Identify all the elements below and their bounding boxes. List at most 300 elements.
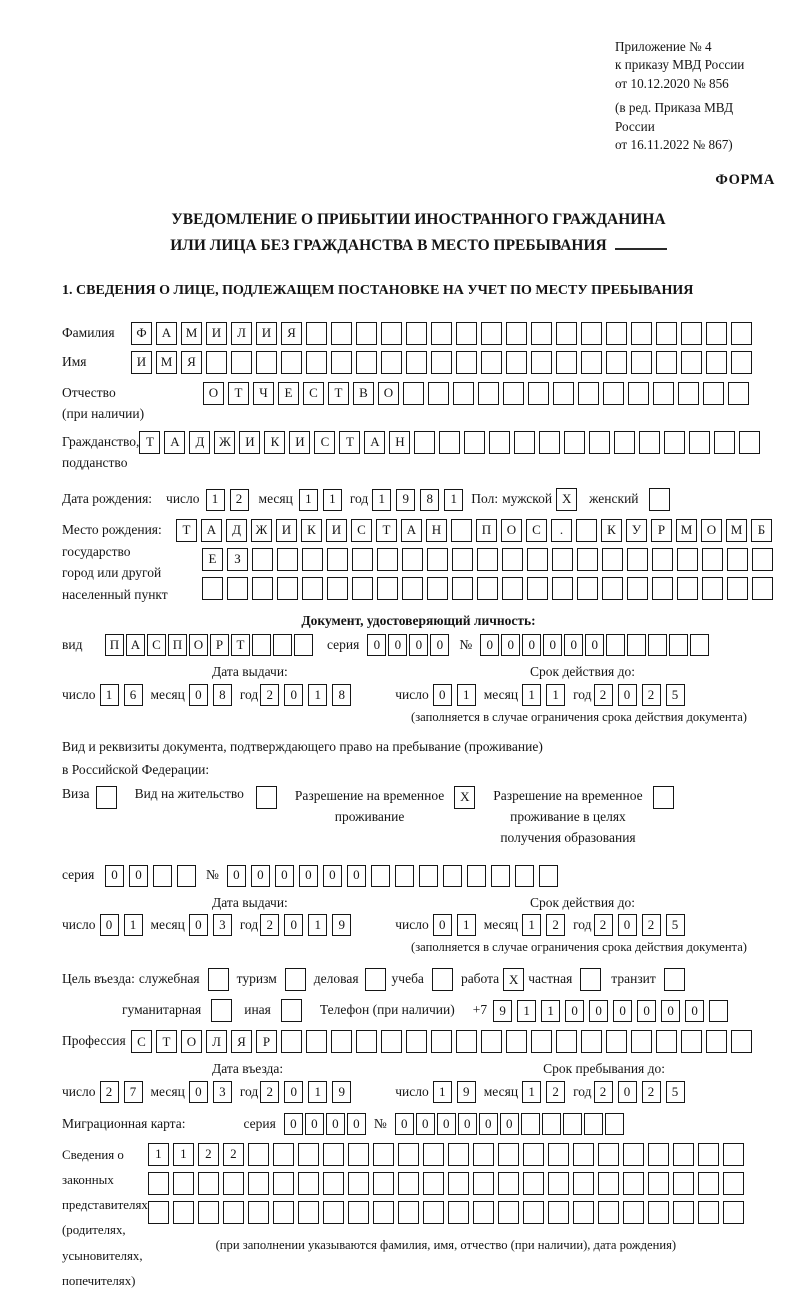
char-box[interactable]	[731, 322, 752, 345]
char-box[interactable]	[323, 1172, 344, 1195]
char-box[interactable]	[453, 382, 474, 405]
char-box[interactable]	[648, 634, 667, 656]
char-box[interactable]	[706, 322, 727, 345]
char-box[interactable]: Е	[278, 382, 299, 405]
char-box[interactable]	[481, 351, 502, 374]
char-box[interactable]	[523, 1201, 544, 1224]
char-box[interactable]	[395, 865, 414, 887]
char-box[interactable]: И	[326, 519, 347, 542]
char-box[interactable]	[302, 577, 323, 600]
char-box[interactable]	[256, 351, 277, 374]
char-box[interactable]: А	[364, 431, 385, 454]
char-box[interactable]: 0	[395, 1113, 414, 1135]
char-box[interactable]: 1	[206, 489, 225, 511]
char-box[interactable]	[381, 1030, 402, 1053]
char-box[interactable]	[531, 1030, 552, 1053]
char-box[interactable]	[673, 1143, 694, 1166]
char-box[interactable]	[398, 1143, 419, 1166]
char-box[interactable]	[302, 548, 323, 571]
char-box[interactable]: 1	[433, 1081, 452, 1103]
char-box[interactable]	[598, 1143, 619, 1166]
char-box[interactable]	[677, 577, 698, 600]
char-box[interactable]	[639, 431, 660, 454]
char-box[interactable]: О	[189, 634, 208, 656]
char-box[interactable]	[202, 577, 223, 600]
char-box[interactable]: 1	[541, 1000, 560, 1022]
char-box[interactable]	[521, 1113, 540, 1135]
char-box[interactable]	[377, 577, 398, 600]
char-box[interactable]	[623, 1143, 644, 1166]
char-box[interactable]: 0	[275, 865, 294, 887]
char-box[interactable]: О	[501, 519, 522, 542]
char-box[interactable]: 1	[100, 684, 119, 706]
char-box[interactable]	[502, 548, 523, 571]
char-box[interactable]	[356, 1030, 377, 1053]
char-box[interactable]: О	[378, 382, 399, 405]
char-box[interactable]: Т	[228, 382, 249, 405]
char-box[interactable]: 2	[100, 1081, 119, 1103]
purpose-other-checkbox[interactable]	[281, 999, 302, 1022]
char-box[interactable]	[573, 1201, 594, 1224]
char-box[interactable]: 0	[323, 865, 342, 887]
char-box[interactable]: 0	[543, 634, 562, 656]
char-box[interactable]: А	[126, 634, 145, 656]
char-box[interactable]	[602, 548, 623, 571]
char-box[interactable]: 1	[308, 914, 327, 936]
char-box[interactable]: Я	[181, 351, 202, 374]
char-box[interactable]	[652, 577, 673, 600]
char-box[interactable]	[148, 1172, 169, 1195]
char-box[interactable]	[631, 351, 652, 374]
char-box[interactable]	[564, 431, 585, 454]
char-box[interactable]	[273, 1172, 294, 1195]
char-box[interactable]: .	[551, 519, 572, 542]
char-box[interactable]	[398, 1201, 419, 1224]
char-box[interactable]	[498, 1172, 519, 1195]
char-box[interactable]	[456, 322, 477, 345]
char-box[interactable]	[419, 865, 438, 887]
char-box[interactable]: 0	[433, 684, 452, 706]
char-box[interactable]	[752, 548, 773, 571]
char-box[interactable]	[703, 382, 724, 405]
char-box[interactable]	[252, 634, 271, 656]
char-box[interactable]: 1	[124, 914, 143, 936]
char-box[interactable]	[556, 1030, 577, 1053]
char-box[interactable]	[352, 577, 373, 600]
char-box[interactable]	[527, 577, 548, 600]
char-box[interactable]	[731, 351, 752, 374]
char-box[interactable]	[664, 431, 685, 454]
char-box[interactable]	[528, 382, 549, 405]
char-box[interactable]	[153, 865, 172, 887]
char-box[interactable]: 5	[666, 1081, 685, 1103]
char-box[interactable]: И	[289, 431, 310, 454]
char-box[interactable]	[723, 1201, 744, 1224]
char-box[interactable]	[456, 351, 477, 374]
char-box[interactable]: 1	[308, 684, 327, 706]
char-box[interactable]	[598, 1172, 619, 1195]
char-box[interactable]	[728, 382, 749, 405]
char-box[interactable]	[669, 634, 688, 656]
char-box[interactable]: 0	[284, 684, 303, 706]
char-box[interactable]	[598, 1201, 619, 1224]
char-box[interactable]	[727, 548, 748, 571]
char-box[interactable]	[556, 351, 577, 374]
char-box[interactable]	[248, 1172, 269, 1195]
char-box[interactable]: 2	[230, 489, 249, 511]
char-box[interactable]	[298, 1172, 319, 1195]
char-box[interactable]	[514, 431, 535, 454]
char-box[interactable]	[614, 431, 635, 454]
char-box[interactable]	[298, 1143, 319, 1166]
char-box[interactable]	[448, 1201, 469, 1224]
char-box[interactable]: Ж	[214, 431, 235, 454]
char-box[interactable]	[678, 382, 699, 405]
char-box[interactable]	[605, 1113, 624, 1135]
char-box[interactable]: 0	[100, 914, 119, 936]
char-box[interactable]: 9	[332, 914, 351, 936]
char-box[interactable]	[148, 1201, 169, 1224]
char-box[interactable]	[373, 1201, 394, 1224]
char-box[interactable]: 8	[420, 489, 439, 511]
char-box[interactable]: 0	[479, 1113, 498, 1135]
char-box[interactable]: И	[206, 322, 227, 345]
char-box[interactable]	[702, 548, 723, 571]
residence-permit-checkbox[interactable]	[256, 786, 277, 809]
char-box[interactable]	[581, 322, 602, 345]
char-box[interactable]: 0	[618, 684, 637, 706]
char-box[interactable]: О	[203, 382, 224, 405]
char-box[interactable]: 1	[522, 684, 541, 706]
char-box[interactable]: П	[105, 634, 124, 656]
char-box[interactable]	[448, 1143, 469, 1166]
char-box[interactable]	[556, 322, 577, 345]
char-box[interactable]: 1	[522, 914, 541, 936]
char-box[interactable]	[477, 577, 498, 600]
char-box[interactable]	[653, 382, 674, 405]
char-box[interactable]	[506, 351, 527, 374]
char-box[interactable]	[452, 577, 473, 600]
char-box[interactable]	[577, 548, 598, 571]
char-box[interactable]	[481, 1030, 502, 1053]
char-box[interactable]: 1	[323, 489, 342, 511]
char-box[interactable]: Т	[339, 431, 360, 454]
char-box[interactable]: 0	[299, 865, 318, 887]
char-box[interactable]: 0	[284, 914, 303, 936]
char-box[interactable]	[631, 1030, 652, 1053]
char-box[interactable]	[406, 1030, 427, 1053]
char-box[interactable]: 0	[618, 1081, 637, 1103]
char-box[interactable]	[503, 382, 524, 405]
char-box[interactable]: О	[701, 519, 722, 542]
char-box[interactable]	[402, 577, 423, 600]
char-box[interactable]	[298, 1201, 319, 1224]
char-box[interactable]	[698, 1201, 719, 1224]
char-box[interactable]: 2	[260, 1081, 279, 1103]
char-box[interactable]	[656, 322, 677, 345]
char-box[interactable]	[548, 1143, 569, 1166]
char-box[interactable]: О	[181, 1030, 202, 1053]
char-box[interactable]: Д	[189, 431, 210, 454]
char-box[interactable]: 1	[372, 489, 391, 511]
sex-male-checkbox[interactable]: X	[556, 488, 577, 511]
char-box[interactable]	[248, 1143, 269, 1166]
char-box[interactable]	[523, 1143, 544, 1166]
char-box[interactable]	[414, 431, 435, 454]
char-box[interactable]: 1	[299, 489, 318, 511]
char-box[interactable]	[690, 634, 709, 656]
char-box[interactable]: 0	[637, 1000, 656, 1022]
char-box[interactable]	[327, 577, 348, 600]
char-box[interactable]	[473, 1172, 494, 1195]
char-box[interactable]	[652, 548, 673, 571]
purpose-transit-checkbox[interactable]	[664, 968, 685, 991]
char-box[interactable]: Ф	[131, 322, 152, 345]
char-box[interactable]	[491, 865, 510, 887]
char-box[interactable]: Р	[651, 519, 672, 542]
char-box[interactable]	[177, 865, 196, 887]
char-box[interactable]: М	[181, 322, 202, 345]
char-box[interactable]	[573, 1172, 594, 1195]
char-box[interactable]	[294, 634, 313, 656]
purpose-commercial-checkbox[interactable]	[365, 968, 386, 991]
char-box[interactable]	[371, 865, 390, 887]
char-box[interactable]: П	[476, 519, 497, 542]
char-box[interactable]: 2	[594, 914, 613, 936]
char-box[interactable]	[673, 1201, 694, 1224]
char-box[interactable]: 0	[585, 634, 604, 656]
char-box[interactable]	[464, 431, 485, 454]
char-box[interactable]: Л	[231, 322, 252, 345]
char-box[interactable]: 3	[213, 914, 232, 936]
char-box[interactable]	[681, 351, 702, 374]
char-box[interactable]	[531, 322, 552, 345]
char-box[interactable]: 2	[198, 1143, 219, 1166]
char-box[interactable]	[553, 382, 574, 405]
char-box[interactable]	[198, 1172, 219, 1195]
char-box[interactable]	[698, 1172, 719, 1195]
char-box[interactable]	[451, 519, 472, 542]
char-box[interactable]	[306, 1030, 327, 1053]
char-box[interactable]	[406, 351, 427, 374]
char-box[interactable]	[584, 1113, 603, 1135]
char-box[interactable]	[473, 1143, 494, 1166]
char-box[interactable]: 0	[347, 865, 366, 887]
char-box[interactable]	[689, 431, 710, 454]
char-box[interactable]: 1	[457, 684, 476, 706]
char-box[interactable]: П	[168, 634, 187, 656]
char-box[interactable]	[323, 1201, 344, 1224]
char-box[interactable]: 2	[594, 684, 613, 706]
char-box[interactable]: И	[256, 322, 277, 345]
char-box[interactable]: С	[314, 431, 335, 454]
char-box[interactable]: 2	[546, 1081, 565, 1103]
char-box[interactable]: 0	[522, 634, 541, 656]
char-box[interactable]	[173, 1201, 194, 1224]
char-box[interactable]	[431, 1030, 452, 1053]
char-box[interactable]	[489, 431, 510, 454]
char-box[interactable]: 9	[332, 1081, 351, 1103]
char-box[interactable]: 7	[124, 1081, 143, 1103]
char-box[interactable]	[739, 431, 760, 454]
char-box[interactable]	[581, 1030, 602, 1053]
char-box[interactable]: С	[131, 1030, 152, 1053]
char-box[interactable]: А	[401, 519, 422, 542]
char-box[interactable]	[606, 351, 627, 374]
char-box[interactable]: 1	[517, 1000, 536, 1022]
char-box[interactable]	[548, 1172, 569, 1195]
char-box[interactable]	[627, 634, 646, 656]
purpose-humanitarian-checkbox[interactable]	[211, 999, 232, 1022]
char-box[interactable]	[373, 1143, 394, 1166]
char-box[interactable]: 0	[227, 865, 246, 887]
char-box[interactable]	[706, 351, 727, 374]
char-box[interactable]	[423, 1172, 444, 1195]
char-box[interactable]	[531, 351, 552, 374]
visa-checkbox[interactable]	[96, 786, 117, 809]
char-box[interactable]	[606, 322, 627, 345]
char-box[interactable]: 1	[522, 1081, 541, 1103]
char-box[interactable]: 3	[213, 1081, 232, 1103]
char-box[interactable]	[431, 351, 452, 374]
char-box[interactable]: 0	[613, 1000, 632, 1022]
char-box[interactable]	[252, 577, 273, 600]
char-box[interactable]	[431, 322, 452, 345]
char-box[interactable]: С	[147, 634, 166, 656]
char-box[interactable]: 0	[501, 634, 520, 656]
char-box[interactable]	[277, 577, 298, 600]
char-box[interactable]	[548, 1201, 569, 1224]
purpose-business-checkbox[interactable]	[208, 968, 229, 991]
char-box[interactable]: 0	[565, 1000, 584, 1022]
char-box[interactable]: Р	[210, 634, 229, 656]
char-box[interactable]: 2	[260, 684, 279, 706]
char-box[interactable]	[306, 351, 327, 374]
char-box[interactable]: А	[156, 322, 177, 345]
char-box[interactable]: Т	[231, 634, 250, 656]
purpose-work-checkbox[interactable]: X	[503, 968, 524, 991]
char-box[interactable]	[273, 634, 292, 656]
char-box[interactable]	[348, 1201, 369, 1224]
char-box[interactable]	[478, 382, 499, 405]
char-box[interactable]: 8	[332, 684, 351, 706]
char-box[interactable]	[331, 351, 352, 374]
char-box[interactable]: 5	[666, 684, 685, 706]
char-box[interactable]: 0	[430, 634, 449, 656]
char-box[interactable]	[356, 322, 377, 345]
char-box[interactable]	[352, 548, 373, 571]
char-box[interactable]: 0	[284, 1113, 303, 1135]
char-box[interactable]	[477, 548, 498, 571]
char-box[interactable]	[452, 548, 473, 571]
char-box[interactable]: З	[227, 548, 248, 571]
char-box[interactable]: Д	[226, 519, 247, 542]
char-box[interactable]: Ч	[253, 382, 274, 405]
char-box[interactable]	[273, 1143, 294, 1166]
char-box[interactable]: 0	[105, 865, 124, 887]
char-box[interactable]: С	[303, 382, 324, 405]
char-box[interactable]	[539, 865, 558, 887]
char-box[interactable]	[542, 1113, 561, 1135]
char-box[interactable]	[402, 548, 423, 571]
char-box[interactable]	[456, 1030, 477, 1053]
char-box[interactable]	[443, 865, 462, 887]
char-box[interactable]	[423, 1201, 444, 1224]
char-box[interactable]	[627, 577, 648, 600]
char-box[interactable]	[398, 1172, 419, 1195]
char-box[interactable]: К	[301, 519, 322, 542]
char-box[interactable]: 1	[546, 684, 565, 706]
char-box[interactable]: 0	[251, 865, 270, 887]
char-box[interactable]	[552, 577, 573, 600]
char-box[interactable]: В	[353, 382, 374, 405]
char-box[interactable]	[198, 1201, 219, 1224]
char-box[interactable]: С	[526, 519, 547, 542]
char-box[interactable]	[506, 322, 527, 345]
char-box[interactable]	[273, 1201, 294, 1224]
char-box[interactable]	[602, 577, 623, 600]
char-box[interactable]: 1	[457, 914, 476, 936]
char-box[interactable]: У	[626, 519, 647, 542]
char-box[interactable]: 2	[594, 1081, 613, 1103]
char-box[interactable]	[727, 577, 748, 600]
char-box[interactable]: 9	[457, 1081, 476, 1103]
char-box[interactable]	[381, 322, 402, 345]
char-box[interactable]	[648, 1143, 669, 1166]
char-box[interactable]	[581, 351, 602, 374]
char-box[interactable]	[552, 548, 573, 571]
char-box[interactable]	[515, 865, 534, 887]
char-box[interactable]	[227, 577, 248, 600]
char-box[interactable]	[277, 548, 298, 571]
char-box[interactable]: И	[239, 431, 260, 454]
char-box[interactable]: К	[601, 519, 622, 542]
char-box[interactable]	[306, 322, 327, 345]
char-box[interactable]: 2	[260, 914, 279, 936]
char-box[interactable]	[173, 1172, 194, 1195]
char-box[interactable]: К	[264, 431, 285, 454]
char-box[interactable]: 0	[284, 1081, 303, 1103]
char-box[interactable]: 0	[480, 634, 499, 656]
char-box[interactable]: Н	[389, 431, 410, 454]
char-box[interactable]: Т	[376, 519, 397, 542]
char-box[interactable]	[448, 1172, 469, 1195]
char-box[interactable]	[427, 548, 448, 571]
char-box[interactable]	[723, 1143, 744, 1166]
char-box[interactable]: М	[156, 351, 177, 374]
char-box[interactable]: 1	[444, 489, 463, 511]
char-box[interactable]: М	[676, 519, 697, 542]
char-box[interactable]: 0	[367, 634, 386, 656]
sex-female-checkbox[interactable]	[649, 488, 670, 511]
char-box[interactable]	[628, 382, 649, 405]
char-box[interactable]	[681, 322, 702, 345]
char-box[interactable]: 0	[189, 914, 208, 936]
char-box[interactable]: 0	[564, 634, 583, 656]
char-box[interactable]	[427, 577, 448, 600]
char-box[interactable]: 0	[500, 1113, 519, 1135]
char-box[interactable]	[702, 577, 723, 600]
char-box[interactable]	[648, 1172, 669, 1195]
char-box[interactable]	[627, 548, 648, 571]
char-box[interactable]: 0	[326, 1113, 345, 1135]
char-box[interactable]	[231, 351, 252, 374]
char-box[interactable]	[576, 519, 597, 542]
char-box[interactable]: 0	[305, 1113, 324, 1135]
char-box[interactable]: 1	[308, 1081, 327, 1103]
char-box[interactable]: Т	[156, 1030, 177, 1053]
char-box[interactable]	[506, 1030, 527, 1053]
